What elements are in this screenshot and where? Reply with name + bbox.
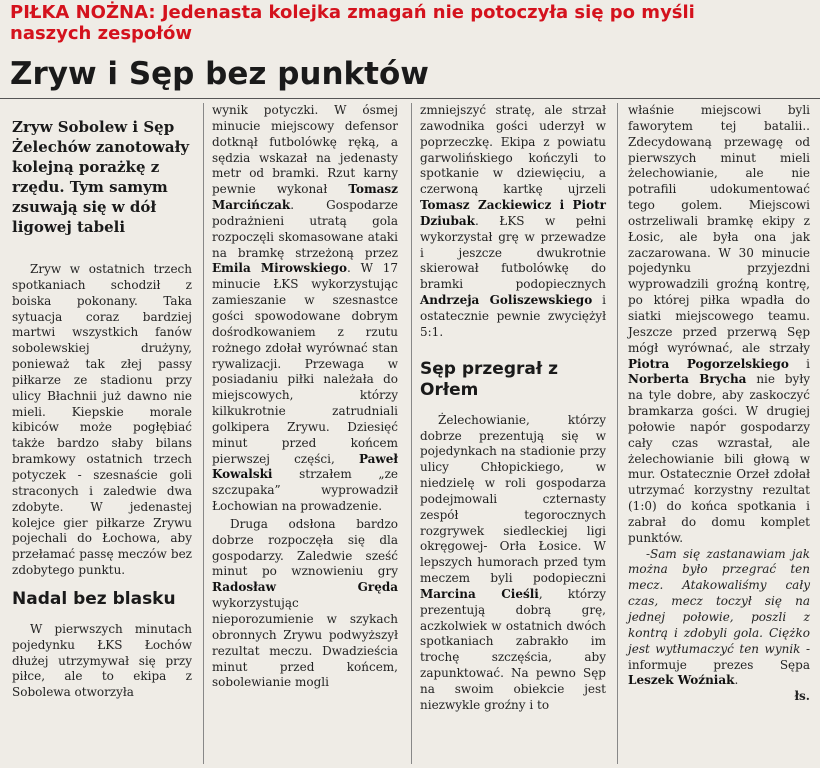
column-divider (411, 103, 412, 764)
kicker-label: PIŁKA NOŻNA: (10, 2, 156, 23)
player-name: Piotra Pogorzelskiego (628, 356, 789, 371)
player-name: Emila Mirowskiego (212, 261, 348, 276)
president-name: Leszek Woźniak (628, 673, 735, 688)
kicker-line-1: Jedenasta kolejka zmagań nie potoczyła się po myśli (155, 2, 695, 23)
subheading-nadal-bez-blasku: Nadal bez blasku (12, 588, 176, 609)
kicker-line-2: naszych zespołów (10, 23, 192, 44)
paragraph: właśnie miejscowi byli faworytem tej batalii.. Zdecydowaną przewagę od pierwszych minut mieli żelechowianie, ale nie potrafili udokumentować tego golem. Miejscowi ostrzeliwali bramkę ekipy z Łosic, ale była ona jak zaczarowana. W 30 minucie pojedynku przyjezdni wyprowadzili groźną kontrę, po której piłka wpadła do siatki miejscowego teamu. Jeszcze przed przerwą Sęp mógł wyrównać, ale strzały Piotra Pogorzelskiego i Norberta Brycha nie były na tyle dobre, aby zaskoczyć bramkarza gości. W drugiej połowie napór gospodarzy cały czas wzrastał, ale żelechowianie bili głową w mur. Ostatecznie Orzeł zdołał utrzymać korzystny rezultat (1:0) do końca spotkania i zabrał do domu komplet punktów. (628, 103, 810, 545)
author-signature: łs. (794, 689, 810, 704)
subheading-sep-przegral: Sęp przegrał z Orłem (420, 358, 558, 400)
article-column-2 (212, 103, 398, 691)
section-kicker (10, 2, 810, 44)
player-name: Tomasz Zackiewicz i Piotr Dziubak (420, 198, 606, 228)
article-column-1 (12, 262, 192, 701)
coach-name: Andrzeja Goliszewskiego (420, 293, 593, 308)
paragraph: Żelechowianie, którzy dobrze prezentują się w pojedynkach na stadionie przy ulicy Chłopickiego, w niedzielę w roli gospodarza podejmowali czternasty zespół tegorocznych rozgrywek siedleckiej ligi okręgowej- Orła Łosice. W lepszych humorach przed tym meczem byli podopieczni Marcina Cieśli, którzy prezentują dobrą grę, aczkolwiek w ostatnich dwóch spotkaniach zabrakło im trochę szczęścia, aby zapunktować. Na pewno Sęp na swoim obiekcie jest niezwykle groźny i to (420, 412, 606, 712)
paragraph: zmniejszyć stratę, ale strzał zawodnika gości uderzył w poprzeczkę. Ekipa z powiatu garwolińskiego kończyli to spotkanie w dziewięciu, a czerwoną kartkę ujrzeli Tomasz Zackiewicz i Piotr Dziubak. ŁKS w pełni wykorzystał grę w przewadze i jeszcze dwukrotnie skierował futbolówkę do bramki podopiecznych Andrzeja Goliszewskiego i ostatecznie pewnie zwyciężył 5:1. (420, 103, 606, 339)
president-quote: -Sam się zastanawiam jak można było przegrać ten mecz. Atakowaliśmy cały czas, mecz toczył się na jednej połowie, poszli z kontrą i zdobyli gola. Ciężko jest wytłumaczyć ten wynik (628, 546, 810, 656)
column-divider (617, 103, 618, 764)
paragraph: wynik potyczki. W ósmej minucie miejscowy defensor dotknął futbolówkę ręką, a sędzia wskazał na jedenasty metr od bramki. Rzut karny pewnie wykonał Tomasz Marcińczak. Gospodarze podrażnieni utratą gola rozpoczęli skomasowane ataki na bramkę strzeżoną przez Emila Mirowskiego. W 17 minucie ŁKS wykorzystując zamieszanie w szesnastce gości spowodowane dobrym dośrodkowaniem z rzutu rożnego zdołał wyrównać stan rywalizacji. Przewaga w posiadaniu piłki należała do miejscowych, którzy kilkukrotnie zatrudniali golkipera Zrywu. Dziesięć minut przed końcem pierwszej części, Paweł Kowalski strzałem „ze szczupaka” wyprowadził Łochowian na prowadzenie. (212, 103, 398, 514)
player-name: Radosław Gręda (212, 580, 398, 595)
coach-name: Marcina Cieśli (420, 586, 539, 601)
headline-rule (0, 98, 820, 99)
player-name: Tomasz Marcińczak (212, 182, 398, 213)
article-lead: Zryw Sobolew i Sęp Żelechów zanotowały kolejną porażkę z rzędu. Tym samym zsuwają się w dół ligowej tabeli (12, 118, 190, 236)
player-name: Paweł Kowalski (212, 451, 398, 482)
article-column-4 (628, 103, 810, 705)
paragraph: W pierwszych minutach pojedynku ŁKS Łochów dłużej utrzymywał się przy piłce, ale to ekipa z Sobolewa otworzyła (12, 621, 192, 700)
article-column-3 (420, 103, 606, 714)
article-headline: Zryw i Sęp bez punktów (10, 56, 429, 92)
quote-paragraph: -Sam się zastanawiam jak można było przegrać ten mecz. Atakowaliśmy cały czas, mecz toczył się na jednej połowie, poszli z kontrą i zdobyli gola. Ciężko jest wytłumaczyć ten wynik -informuje prezes Sępa Leszek Woźniak. (628, 546, 810, 688)
paragraph: Druga odsłona bardzo dobrze rozpoczęła się dla gospodarzy. Zaledwie sześć minut po wznowieniu gry Radosław Gręda wykorzystując nieporozumienie w szykach obronnych Zrywu podwyższył rezultat meczu. Dwadzieścia minut przed końcem, sobolewianie mogli (212, 516, 398, 690)
column-divider (203, 103, 204, 764)
player-name: Norberta Brycha (628, 372, 747, 387)
paragraph: Zryw w ostatnich trzech spotkaniach schodził z boiska pokonany. Taka sytuacja coraz bardziej martwi wszystkich fanów sobolewskiej drużyny, ponieważ tak złej passy piłkarze ze stadionu przy ulicy Błachnii już dawno nie mieli. Kiepskie morale kibiców może pogłębiać także bardzo słaby bilans bramkowy ostatnich trzech potyczek - szesnaście goli straconych i zaledwie dwa zdobyte. W jedenastej kolejce gier piłkarze Zrywu pojechali do Łochowa, aby przełamać passę meczów bez zdobytego punktu. (12, 262, 192, 578)
